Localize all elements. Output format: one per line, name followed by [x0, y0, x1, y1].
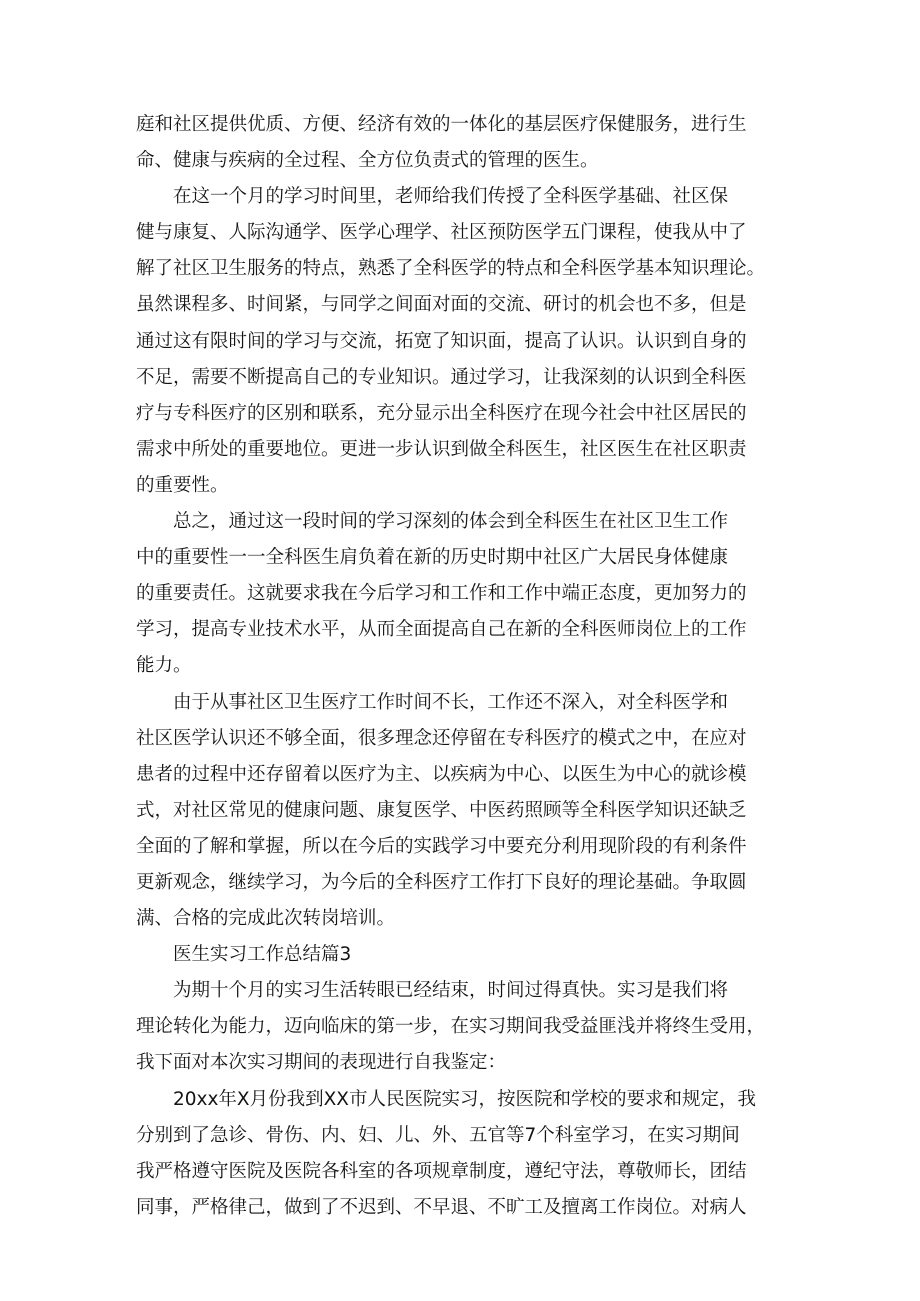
text-line: 需求中所处的重要地位。更进一步认识到做全科医生，社区医生在社区职责	[136, 438, 747, 460]
text-line: 由于从事社区卫生医疗工作时间不长，工作还不深入，对全科医学和	[173, 691, 729, 713]
text-line: 解了社区卫生服务的特点，熟悉了全科医学的特点和全科医学基本知识理论。	[136, 258, 766, 280]
text-line: 命、健康与疾病的全过程、全方位负责式的管理的医生。	[136, 150, 599, 172]
text-line: 20xx年X月份我到XX市人民医院实习，按医院和学校的要求和规定，我	[173, 1088, 756, 1110]
text-line: 通过这有限时间的学习与交流，拓宽了知识面，提高了认识。认识到自身的	[136, 330, 747, 352]
text-line: 满、合格的完成此次转岗培训。	[136, 908, 396, 930]
text-line: 全面的了解和掌握，所以在今后的实践学习中要充分利用现阶段的有利条件	[136, 835, 747, 857]
text-line: 健与康复、人际沟通学、医学心理学、社区预防医学五门课程，使我从中了	[136, 222, 747, 244]
text-line: 总之，通过这一段时间的学习深刻的体会到全科医生在社区卫生工作	[173, 511, 729, 533]
text-line: 中的重要性一一全科医生肩负着在新的历史时期中社区广大居民身体健康	[136, 547, 729, 569]
text-line: 患者的过程中还存留着以医疗为主、以疾病为中心、以医生为中心的就诊模	[136, 763, 747, 785]
text-line: 虽然课程多、时间紧，与同学之间面对面的交流、研讨的机会也不多，但是	[136, 294, 747, 316]
text-line: 更新观念，继续学习，为今后的全科医疗工作打下良好的理论基础。争取圆	[136, 871, 747, 893]
text-line: 在这一个月的学习时间里，老师给我们传授了全科医学基础、社区保	[173, 186, 729, 208]
text-line: 医生实习工作总结篇3	[173, 944, 352, 966]
text-line: 式，对社区常见的健康问题、康复医学、中医药照顾等全科医学知识还缺乏	[136, 799, 747, 821]
text-line: 分别到了急诊、骨伤、内、妇、儿、外、五官等7个科室学习，在实习期间	[136, 1124, 740, 1146]
text-line: 理论转化为能力，迈向临床的第一步，在实习期间我受益匪浅并将终生受用，	[136, 1016, 766, 1038]
text-line: 同事，严格律己，做到了不迟到、不早退、不旷工及擅离工作岗位。对病人	[136, 1196, 747, 1218]
text-line: 我下面对本次实习期间的表现进行自我鉴定：	[136, 1052, 507, 1074]
text-line: 学习，提高专业技术水平，从而全面提高自己在新的全科医师岗位上的工作	[136, 619, 747, 641]
text-line: 为期十个月的实习生活转眼已经结束，时间过得真快。实习是我们将	[173, 980, 729, 1002]
text-line: 疗与专科医疗的区别和联系，充分显示出全科医疗在现今社会中社区居民的	[136, 402, 747, 424]
document-body	[136, 107, 796, 1226]
text-line: 不足，需要不断提高自己的专业知识。通过学习，让我深刻的认识到全科医	[136, 366, 747, 388]
text-line: 庭和社区提供优质、方便、经济有效的一体化的基层医疗保健服务，进行生	[136, 114, 747, 135]
text-line: 社区医学认识还不够全面，很多理念还停留在专科医疗的模式之中，在应对	[136, 727, 747, 749]
text-line: 的重要性。	[136, 474, 229, 496]
text-line: 的重要责任。这就要求我在今后学习和工作和工作中端正态度，更加努力的	[136, 583, 747, 605]
text-line: 我严格遵守医院及医院各科室的各项规章制度，遵纪守法，尊敬师长，团结	[136, 1160, 747, 1182]
text-line: 能力。	[136, 655, 192, 677]
